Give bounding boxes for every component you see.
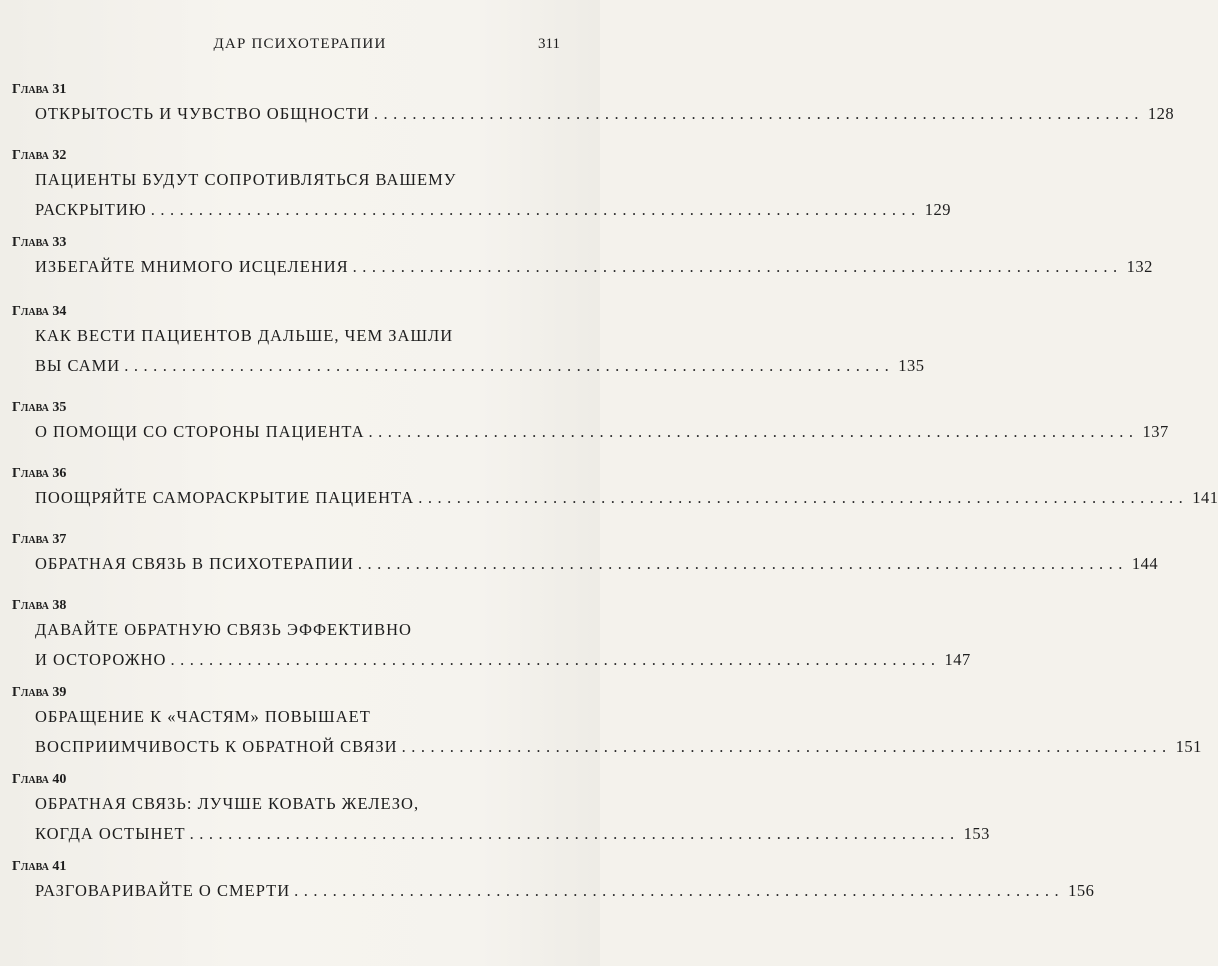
page-number: 311	[538, 36, 560, 52]
chapter-label: Глава 39	[12, 685, 67, 700]
running-title: ДАР ПСИХОТЕРАПИИ	[213, 36, 387, 52]
chapter-title-line	[35, 881, 1095, 901]
chapter-page-number: 144	[1131, 554, 1159, 573]
chapter-label: Глава 32	[12, 148, 67, 163]
chapter-label: Глава 37	[12, 532, 67, 547]
dot-leader: ................................................................................	[368, 422, 1139, 441]
dot-leader: ................................................................................	[352, 257, 1123, 276]
chapter-title-line	[35, 356, 925, 376]
chapter-title-line	[35, 200, 951, 220]
chapter-title-line	[35, 650, 971, 670]
dot-leader: ................................................................................	[189, 824, 960, 843]
chapter-title-text: ВЫ САМИ	[35, 356, 121, 375]
dot-leader: ................................................................................	[357, 554, 1128, 573]
chapter-title-line	[35, 422, 1169, 442]
chapter-page-number: 156	[1068, 881, 1095, 900]
chapter-page-number: 137	[1142, 422, 1169, 441]
chapter-title-text: ОБРАТНАЯ СВЯЗЬ В ПСИХОТЕРАПИИ	[35, 554, 354, 573]
chapter-label: Глава 41	[12, 859, 67, 874]
chapter-title-text: И ОСТОРОЖНО	[35, 650, 167, 669]
chapter-label: Глава 38	[12, 598, 67, 613]
chapter-page-number: 132	[1126, 257, 1153, 276]
chapter-title-text: КОГДА ОСТЫНЕТ	[35, 824, 186, 843]
chapter-title-line: КАК ВЕСТИ ПАЦИЕНТОВ ДАЛЬШЕ, ЧЕМ ЗАШЛИ	[35, 326, 454, 345]
chapter-page-number: 147	[944, 650, 971, 669]
chapter-title-line	[35, 824, 990, 844]
chapter-page-number: 128	[1147, 104, 1175, 123]
chapter-title-text: ВОСПРИИМЧИВОСТЬ К ОБРАТНОЙ СВЯЗИ	[35, 737, 398, 756]
chapter-title-line	[35, 104, 1175, 124]
chapter-title-line: ПАЦИЕНТЫ БУДУТ СОПРОТИВЛЯТЬСЯ ВАШЕМУ	[35, 170, 457, 189]
chapter-title-line	[35, 488, 1218, 508]
chapter-title-line	[35, 554, 1159, 574]
chapter-title-text: О ПОМОЩИ СО СТОРОНЫ ПАЦИЕНТА	[35, 422, 365, 441]
chapter-page-number: 135	[898, 356, 925, 375]
chapter-page-number: 129	[924, 200, 951, 219]
chapter-title-text: ОТКРЫТОСТЬ И ЧУВСТВО ОБЩНОСТИ	[35, 104, 370, 123]
dot-leader: ................................................................................	[124, 356, 895, 375]
chapter-title-text: ИЗБЕГАЙТЕ МНИМОГО ИСЦЕЛЕНИЯ	[35, 257, 349, 276]
dot-leader: ................................................................................	[294, 881, 1065, 900]
dot-leader: ................................................................................	[170, 650, 941, 669]
chapter-label: Глава 34	[12, 304, 67, 319]
chapter-page-number: 153	[963, 824, 990, 843]
chapter-title-line	[35, 257, 1153, 277]
chapter-label: Глава 35	[12, 400, 67, 415]
chapter-title-line: ДАВАЙТЕ ОБРАТНУЮ СВЯЗЬ ЭФФЕКТИВНО	[35, 620, 412, 639]
chapter-label: Глава 33	[12, 235, 67, 250]
chapter-title-line	[35, 737, 1202, 757]
dot-leader: ................................................................................	[150, 200, 921, 219]
chapter-title-line: ОБРАЩЕНИЕ К «ЧАСТЯМ» ПОВЫШАЕТ	[35, 707, 371, 726]
chapter-label: Глава 40	[12, 772, 67, 787]
chapter-label: Глава 31	[12, 82, 67, 97]
chapter-label: Глава 36	[12, 466, 67, 481]
chapter-title-text: РАЗГОВАРИВАЙТЕ О СМЕРТИ	[35, 881, 291, 900]
chapter-title-line: ОБРАТНАЯ СВЯЗЬ: ЛУЧШЕ КОВАТЬ ЖЕЛЕЗО,	[35, 794, 420, 813]
chapter-title-text: РАСКРЫТИЮ	[35, 200, 147, 219]
chapter-page-number: 151	[1175, 737, 1202, 756]
dot-leader: ................................................................................	[418, 488, 1189, 507]
chapter-page-number: 141	[1192, 488, 1218, 507]
dot-leader: ................................................................................	[373, 104, 1144, 123]
dot-leader: ................................................................................	[401, 737, 1172, 756]
chapter-title-text: ПООЩРЯЙТЕ САМОРАСКРЫТИЕ ПАЦИЕНТА	[35, 488, 415, 507]
